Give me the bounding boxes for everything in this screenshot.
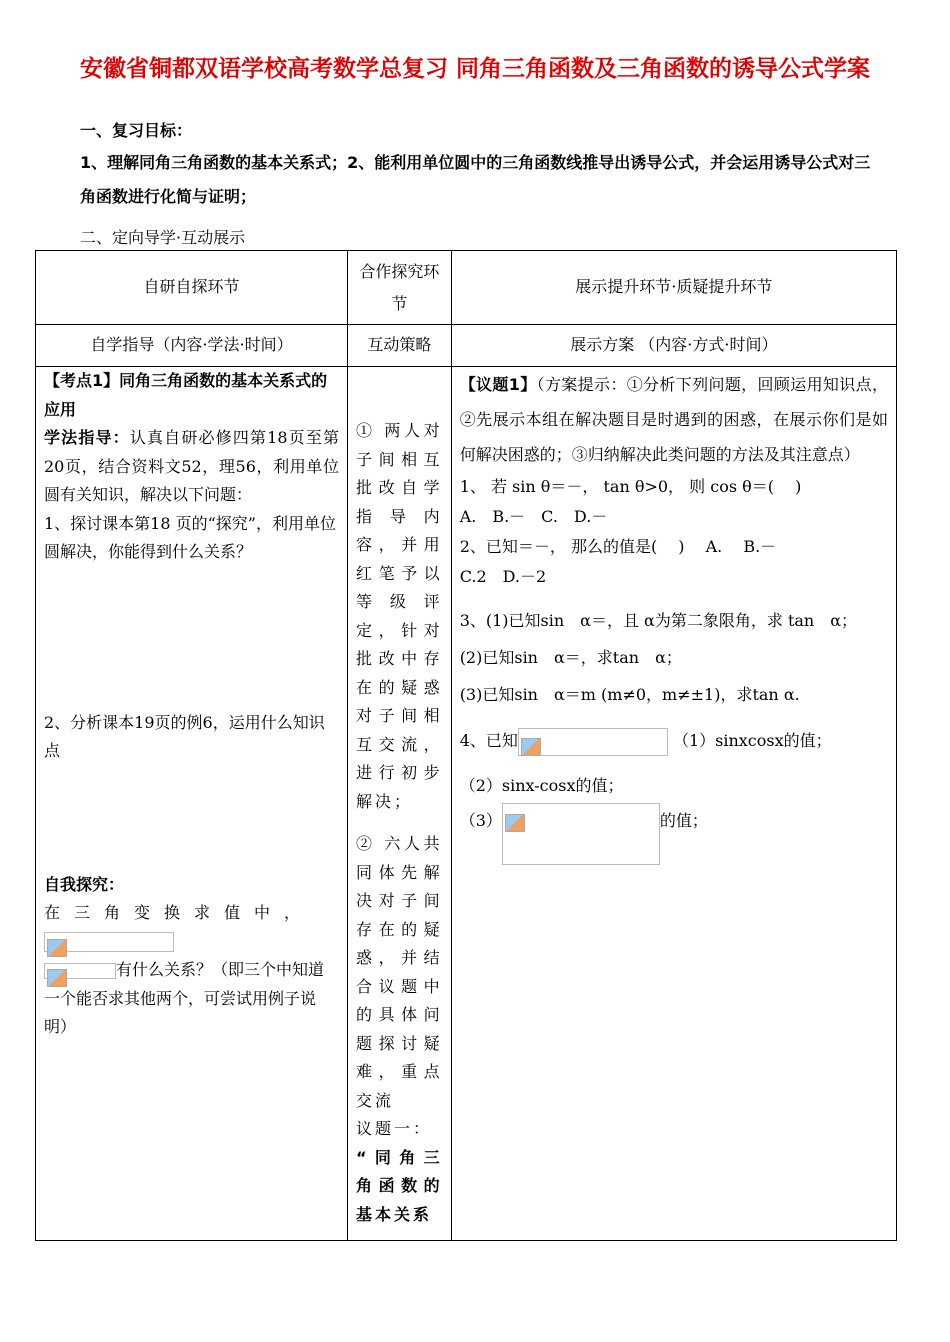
strategy-topic-title: “同角三角函数的基本关系 xyxy=(356,1147,443,1224)
header-cooperative: 合作探究环节 xyxy=(348,251,452,325)
self-explore-text-2: 有什么关系？（即三个中知道一个能否求其他两个，可尝试用例子说明） xyxy=(44,960,325,1036)
topic1-label: 【议题1】 xyxy=(459,375,537,394)
formula-image-placeholder xyxy=(502,803,660,865)
strategy-topic-label: 议题一： xyxy=(356,1119,433,1138)
question-2: 2、分析课本19页的例6，运用什么知识点 xyxy=(44,712,325,760)
page-title: 安徽省铜都双语学校高考数学总复习 同角三角函数及三角函数的诱导公式学案 xyxy=(79,56,870,82)
problem-3-3: (3)已知sin α＝m (m≠0，m≠±1)，求tan α. xyxy=(459,685,800,704)
formula-image-placeholder xyxy=(44,932,174,952)
problem-4-3-tail: 的值； xyxy=(659,811,708,830)
method-guidance: 学法指导：认真自研必修四第18页至第20页，结合资料文52，理56，利用单位圆有关知识，解决以下问题： xyxy=(44,428,340,504)
header-presentation: 展示提升环节·质疑提升环节 xyxy=(451,251,896,325)
problem-4-1: （1）sinxcosx的值； xyxy=(672,731,832,750)
question-1: 1、探讨课本第18 页的“探究”，利用单位圆解决，你能得到什么关系？ xyxy=(44,513,336,561)
header-plan: 展示方案 （内容·方式·时间） xyxy=(451,325,896,367)
broken-image-icon xyxy=(47,969,67,987)
strategy-cell xyxy=(348,367,452,1241)
section-guided-study: 二、定向导学·互动展示 xyxy=(80,228,246,247)
problem-3-2: (2)已知sin α＝，求tan α； xyxy=(459,648,682,667)
self-explore-text-1: 在三角变换求值中， xyxy=(44,903,315,922)
header-guidance: 自学指导（内容·学法·时间） xyxy=(36,325,348,367)
study-table xyxy=(35,250,897,1241)
strategy-group: ② 六人共同体先解决对子间存在的疑惑，并结合议题中的具体问题探讨疑难，重点交流 xyxy=(356,834,443,1110)
broken-image-icon xyxy=(47,939,67,957)
self-study-cell xyxy=(36,367,348,1241)
broken-image-icon xyxy=(521,738,541,756)
formula-image-placeholder xyxy=(518,728,668,756)
broken-image-icon xyxy=(505,814,525,832)
problem-2-options: C.2 D.－2 xyxy=(459,567,547,586)
strategy-pair: ① 两人对子间相互批改自学指导内容，并用红笔予以等级评定，针对批改中存在的疑惑对子间相互交流，进行初步解决； xyxy=(356,421,443,811)
problem-2: 2、已知＝－， 那么的值是( ) A. B.－ xyxy=(459,537,777,556)
presentation-cell xyxy=(451,367,896,1241)
problem-1-options: A. B.－ C. D.－ xyxy=(459,507,608,526)
kp1-title: 【考点1】同角三角函数的基本关系式的应用 xyxy=(44,371,328,419)
review-goals-text: 1、理解同角三角函数的基本关系式；2、能利用单位圆中的三角函数线推导出诱导公式，并会运用诱导公式对三角函数进行化简与证明； xyxy=(80,153,871,206)
problem-4: 4、已知 xyxy=(459,731,518,750)
topic1-hint: （方案提示：①分析下列问题，回顾运用知识点，②先展示本组在解决题目是时遇到的困惑，在展示你们是如何解决困惑的；③归纳解决此类问题的方法及其注意点） xyxy=(459,375,888,464)
self-explore-label: 自我探究： xyxy=(44,874,125,894)
problem-3-1: 3、(1)已知sin α＝，且 α为第二象限角，求 tan α； xyxy=(459,611,858,630)
problem-4-3: （3） xyxy=(459,811,502,830)
problem-1: 1、 若 sin θ＝－， tan θ>0， 则 cos θ＝( ) xyxy=(459,477,802,496)
header-self-study: 自研自探环节 xyxy=(36,251,348,325)
section-review-goals: 一、复习目标： xyxy=(80,121,193,140)
header-strategy: 互动策略 xyxy=(348,325,452,367)
problem-4-2: （2）sinx-cosx的值； xyxy=(459,776,624,795)
formula-image-placeholder xyxy=(44,963,116,979)
